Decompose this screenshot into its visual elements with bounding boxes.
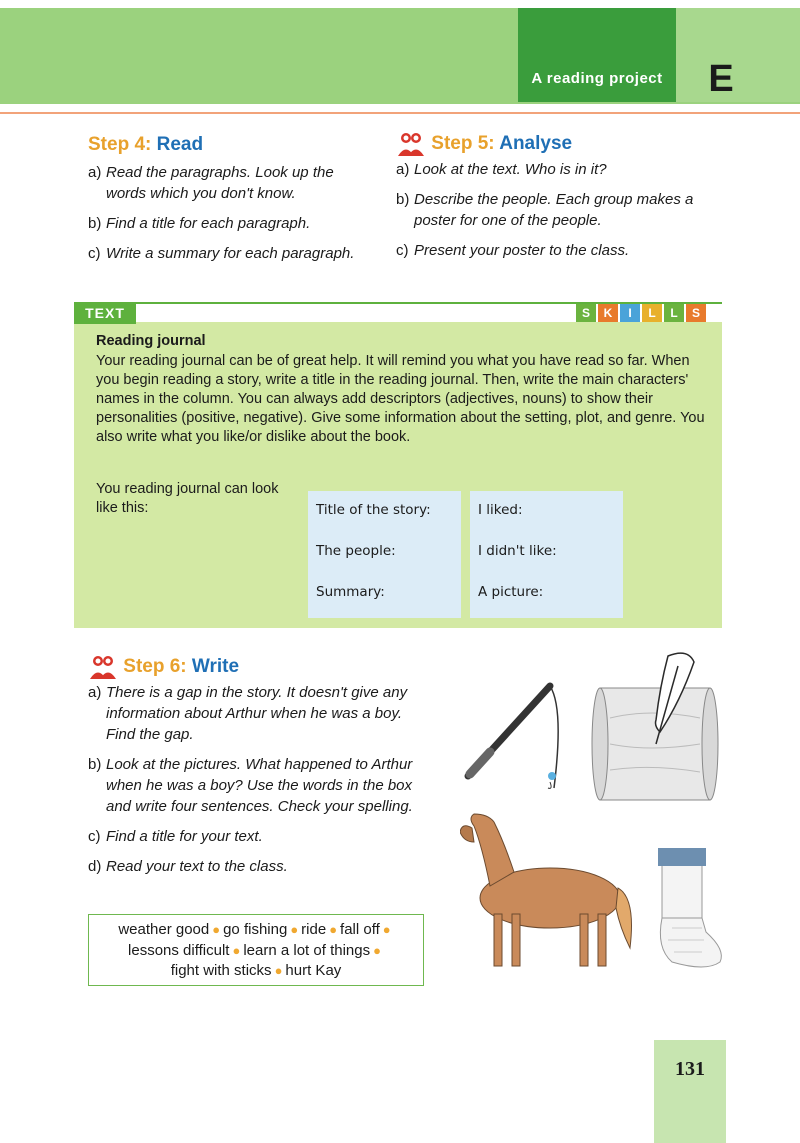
- reading-journal-body: Your reading journal can be of great help. It will remind you what you have read so far. When you begin reading a story, write a title in the reading journal. Then, write the main characters' names in the column. You can always add descriptors (adjectives, nouns) to show their personalities (positive, negative). Give some information about the setting, plot, and genre. You also write what you like/or dislike about the book.: [96, 353, 705, 445]
- word-box: weather good ● go fishing ● ride ● fall off ● lessons difficult ● learn a lot of things ● fight with sticks ● hurt Kay: [88, 914, 424, 986]
- journal-field: I didn't like:: [478, 543, 557, 559]
- group-work-icon: [396, 131, 426, 157]
- step6-heading: [88, 654, 239, 680]
- list-item: c) Write a summary for each paragraph.: [88, 245, 355, 262]
- page-number: 131: [675, 1058, 705, 1080]
- list-item: d) Read your text to the class.: [88, 858, 288, 875]
- horse-icon: [460, 814, 632, 966]
- text-tab: TEXT: [74, 302, 136, 324]
- bandaged-foot-icon: [658, 848, 721, 967]
- journal-field: Title of the story:: [316, 502, 431, 518]
- list-item: b) Look at the pictures. What happened to Arthur when he was a boy? Use the words in the box and write four sentences. Check your spelling.: [88, 756, 413, 815]
- list-item: b) Describe the people. Each group makes a poster for one of the people.: [396, 191, 694, 229]
- step5-title: Analyse: [499, 133, 573, 155]
- step5-list: [396, 159, 706, 270]
- step4-title: Read: [156, 134, 204, 155]
- list-item: a) There is a gap in the story. It doesn't give any information about Arthur when he was a boy. Find the gap.: [88, 684, 408, 743]
- illustrations: [460, 648, 770, 978]
- skills-badge: S K I L L S: [576, 304, 706, 322]
- fishing-rod-icon: [468, 686, 558, 788]
- header-top-band: [0, 0, 800, 8]
- step4-heading: [88, 134, 203, 156]
- header-rule: [0, 112, 800, 114]
- step6-title: Write: [191, 656, 240, 678]
- journal-field: I liked:: [478, 502, 523, 518]
- section-title-panel: [518, 8, 676, 102]
- list-item: a) Read the paragraphs. Look up the words which you don't know.: [88, 164, 334, 202]
- step4-number: Step 4:: [88, 134, 152, 155]
- journal-field: The people:: [316, 543, 396, 559]
- scroll-icon: [592, 688, 718, 800]
- journal-intro: You reading journal can look like this:: [96, 481, 279, 516]
- list-item: c) Present your poster to the class.: [396, 242, 630, 259]
- step6-list: [88, 682, 428, 886]
- page-number-box: [654, 1040, 726, 1143]
- list-item: c) Find a title for your text.: [88, 828, 263, 845]
- journal-field: A picture:: [478, 584, 544, 600]
- journal-field: Summary:: [316, 584, 385, 600]
- list-item: a) Look at the text. Who is in it?: [396, 161, 607, 178]
- reading-journal-heading: Reading journal: [96, 333, 206, 349]
- journal-card-left: [308, 491, 461, 618]
- list-item: b) Find a title for each paragraph.: [88, 215, 311, 232]
- group-work-icon: [88, 654, 118, 680]
- section-letter: E: [708, 58, 734, 100]
- step6-number: Step 6:: [123, 656, 187, 678]
- step5-number: Step 5:: [431, 133, 495, 155]
- step4-list: [88, 162, 368, 273]
- journal-card-right: [470, 491, 623, 618]
- section-title: A reading project: [531, 70, 663, 87]
- step5-heading: [396, 131, 572, 157]
